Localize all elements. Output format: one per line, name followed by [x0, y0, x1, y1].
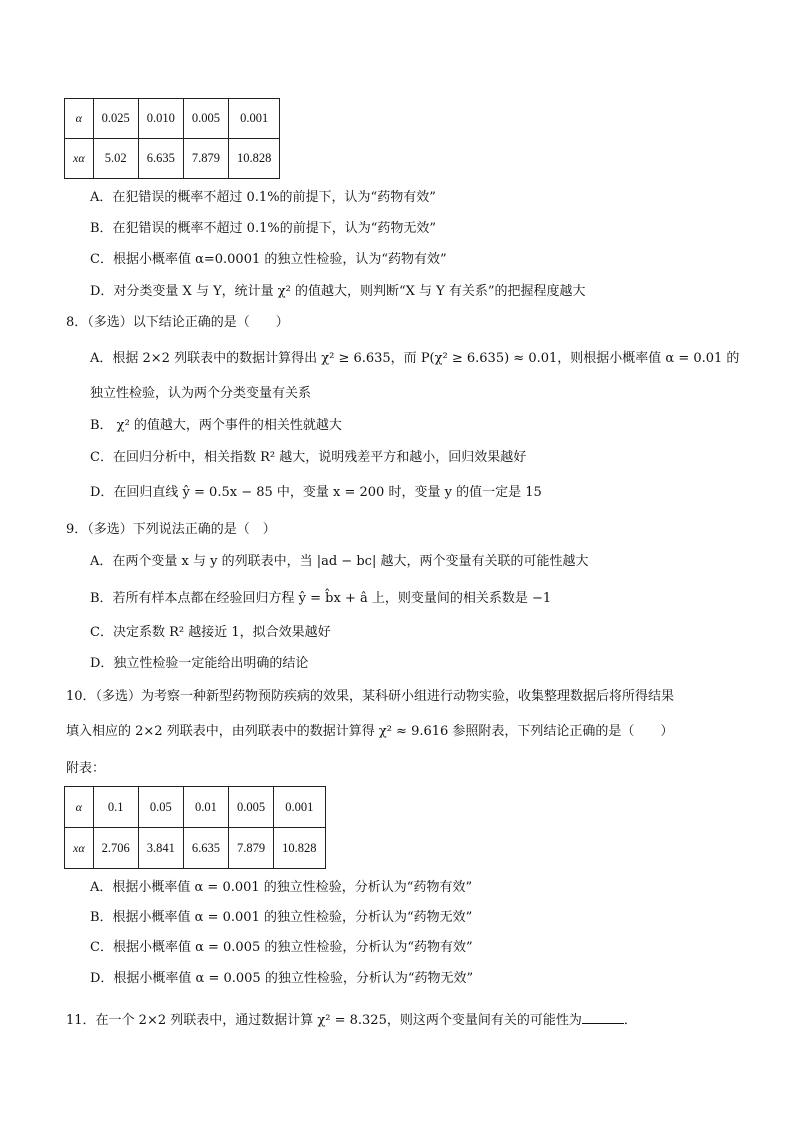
- q9-option-a: A．在两个变量 x 与 y 的列联表中，当 |ad − bc| 越大，两个变量有关联的可能性越大: [90, 554, 589, 569]
- alpha-cell: 0.010: [138, 99, 183, 139]
- q11-stem-end: ．: [623, 1013, 637, 1028]
- q9-option-c: C．决定系数 R² 越接近 1，拟合效果越好: [90, 625, 331, 640]
- x-alpha-cell: 7.879: [183, 139, 228, 179]
- q8-option-c: C．在回归分析中，相关指数 R² 越大，说明残差平方和越小，回归效果越好: [90, 450, 527, 465]
- x-alpha-cell: 2.706: [93, 828, 138, 869]
- q8-option-b: B． χ² 的值越大，两个事件的相关性就越大: [90, 418, 342, 433]
- x-alpha-header: xα: [65, 828, 94, 869]
- q10-option-a: A．根据小概率值 α = 0.001 的独立性检验，分析认为“药物有效”: [90, 880, 473, 895]
- q11-stem: [66, 1011, 637, 1027]
- alpha-cell: 0.1: [93, 787, 138, 828]
- q7-option-b: B．在犯错误的概率不超过 0.1%的前提下，认为“药物无效”: [90, 221, 437, 236]
- alpha-cell: 0.001: [229, 99, 280, 139]
- q8-option-a-line1: A．根据 2×2 列联表中的数据计算得出 χ² ≥ 6.635，而 P(χ² ≥ 6.635) ≈ 0.01，则根据小概率值 α = 0.01 的: [90, 351, 740, 366]
- q9-option-b: B．若所有样本点都在经验回归方程 ŷ = b̂x + â 上，则变量间的相关系数是 −1: [90, 591, 552, 606]
- q8-option-a-line2: 独立性检验，认为两个分类变量有关系: [90, 386, 312, 401]
- q10-appendix-label: 附表：: [66, 761, 106, 776]
- q7-option-a: A．在犯错误的概率不超过 0.1%的前提下，认为“药物有效”: [90, 190, 436, 205]
- q10-option-c: C．根据小概率值 α = 0.005 的独立性检验，分析认为“药物有效”: [90, 940, 473, 955]
- alpha-cell: 0.001: [274, 787, 325, 828]
- alpha-cell: 0.005: [183, 99, 228, 139]
- critical-value-table-1: [64, 98, 280, 179]
- x-alpha-cell: 5.02: [93, 139, 138, 179]
- x-alpha-cell: 3.841: [138, 828, 183, 869]
- q10-stem-line2: 填入相应的 2×2 列联表中，由列联表中的数据计算得 χ² ≈ 9.616 参照附表，下列结论正确的是（ ）: [66, 724, 674, 739]
- q9-option-d: D．独立性检验一定能给出明确的结论: [90, 656, 309, 671]
- alpha-cell: 0.005: [229, 787, 274, 828]
- q10-option-b: B．根据小概率值 α = 0.001 的独立性检验，分析认为“药物无效”: [90, 910, 473, 925]
- q7-option-d: D．对分类变量 X 与 Y，统计量 χ² 的值越大，则判断“X 与 Y 有关系”的把握程度越大: [90, 284, 586, 299]
- q10-stem-line1: 10．（多选）为考察一种新型药物预防疾病的效果，某科研小组进行动物实验，收集整理数据后将所得结果: [66, 689, 675, 704]
- x-alpha-cell: 10.828: [229, 139, 280, 179]
- x-alpha-cell: 10.828: [274, 828, 325, 869]
- q8-option-d: D．在回归直线 ŷ = 0.5x − 85 中，变量 x = 200 时，变量 y 的值一定是 15: [90, 485, 542, 500]
- x-alpha-cell: 6.635: [138, 139, 183, 179]
- alpha-header: α: [65, 787, 94, 828]
- answer-blank[interactable]: [582, 1011, 624, 1024]
- alpha-cell: 0.01: [183, 787, 228, 828]
- x-alpha-header: xα: [65, 139, 94, 179]
- x-alpha-cell: 7.879: [229, 828, 274, 869]
- critical-value-table-2: [64, 786, 326, 869]
- q9-stem: 9．（多选）下列说法正确的是（ ）: [66, 522, 276, 537]
- alpha-cell: 0.05: [138, 787, 183, 828]
- alpha-cell: 0.025: [93, 99, 138, 139]
- q10-option-d: D．根据小概率值 α = 0.005 的独立性检验，分析认为“药物无效”: [90, 971, 474, 986]
- alpha-header: α: [65, 99, 94, 139]
- q11-stem-text: 11．在一个 2×2 列联表中，通过数据计算 χ² = 8.325，则这两个变量间有关的可能性为: [66, 1013, 582, 1028]
- q7-option-c: C．根据小概率值 α=0.0001 的独立性检验，认为“药物有效”: [90, 252, 447, 267]
- q8-stem: 8．（多选）以下结论正确的是（ ）: [66, 315, 289, 330]
- x-alpha-cell: 6.635: [183, 828, 228, 869]
